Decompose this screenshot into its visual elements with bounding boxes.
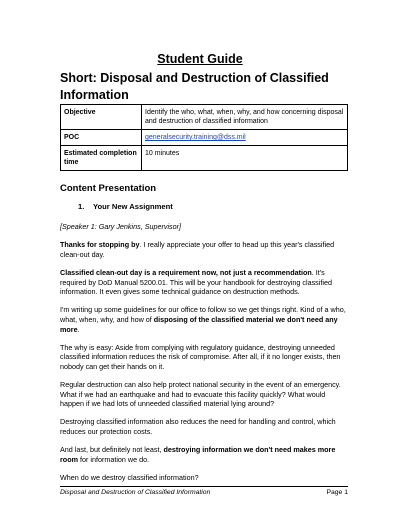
subsection-number: 1. [78, 202, 85, 211]
poc-email-link[interactable]: generalsecurity.training@dss.mil [145, 134, 246, 141]
document-title: Short: Disposal and Destruction of Classified Information [60, 71, 329, 102]
body-text [60, 222, 350, 491]
section-heading: Content Presentation [60, 183, 157, 194]
table-row [61, 146, 348, 171]
metadata-table [60, 104, 348, 171]
completion-time-value: 10 minutes [142, 146, 348, 171]
paragraph [60, 305, 350, 334]
footer-divider [60, 486, 348, 487]
emphasis-text: destroying information we don't need makes more room [60, 445, 336, 464]
paragraph-text: I'm writing up some guidelines for our office to follow so we get things right. Kind of a who, what, when, why, and how of [60, 305, 346, 324]
table-row [61, 105, 348, 130]
speaker-line: [Speaker 1: Gary Jenkins, Supervisor] [60, 222, 182, 231]
page-number: Page 1 [326, 489, 348, 496]
emphasis-text: Classified clean-out day is a requirement now, not just a recommendation [60, 267, 312, 277]
footer-document-title: Disposal and Destruction of Classified Information [60, 489, 211, 496]
poc-label: POC [61, 130, 142, 146]
objective-label: Objective [61, 105, 142, 130]
subsection-heading [78, 202, 173, 211]
paragraph-text: . It's required by DoD Manual 5200.01. This will be your handbook for destroying classified information. It even gives some technical guidance on destruction methods. [60, 267, 332, 297]
paragraph: Regular destruction can also help protect national security in the event of an emergency. What if we had an earthquake and had to evacuate this facility quickly? What would happen if we had lots of unneeded classified material lying around? [60, 380, 341, 409]
subsection-title: Your New Assignment [93, 202, 173, 211]
poc-cell [142, 130, 348, 146]
paragraph [60, 240, 350, 259]
paragraph-text: for information we do. [77, 454, 150, 464]
table-row [61, 130, 348, 146]
guide-title: Student Guide [157, 52, 243, 66]
paragraph: The why is easy: Aside from complying with regulatory guidance, destroying unneeded classified information reduces the risk of compromise. After all, if it no longer exists, then nobody can get their hands on it. [60, 342, 341, 371]
paragraph-text: . [77, 324, 80, 334]
completion-time-label: Estimated completion time [61, 146, 142, 171]
paragraph-text: And last, but definitely not least, [60, 445, 164, 455]
paragraph: When do we destroy classified information? [60, 473, 199, 483]
emphasis-text: disposing of the classified material we don't need any more [60, 314, 338, 334]
paragraph [60, 445, 350, 464]
emphasis-text: Thanks for stopping by [60, 240, 140, 250]
paragraph: Destroying classified information also reduces the need for handling and control, which reduces our protection costs. [60, 417, 336, 437]
objective-value: Identify the who, what, when, why, and how concerning disposal and destruction of classified information [142, 105, 348, 130]
paragraph [60, 268, 350, 297]
paragraph-text: . I really appreciate your offer to head up this year's classified clean-out day. [60, 240, 335, 259]
